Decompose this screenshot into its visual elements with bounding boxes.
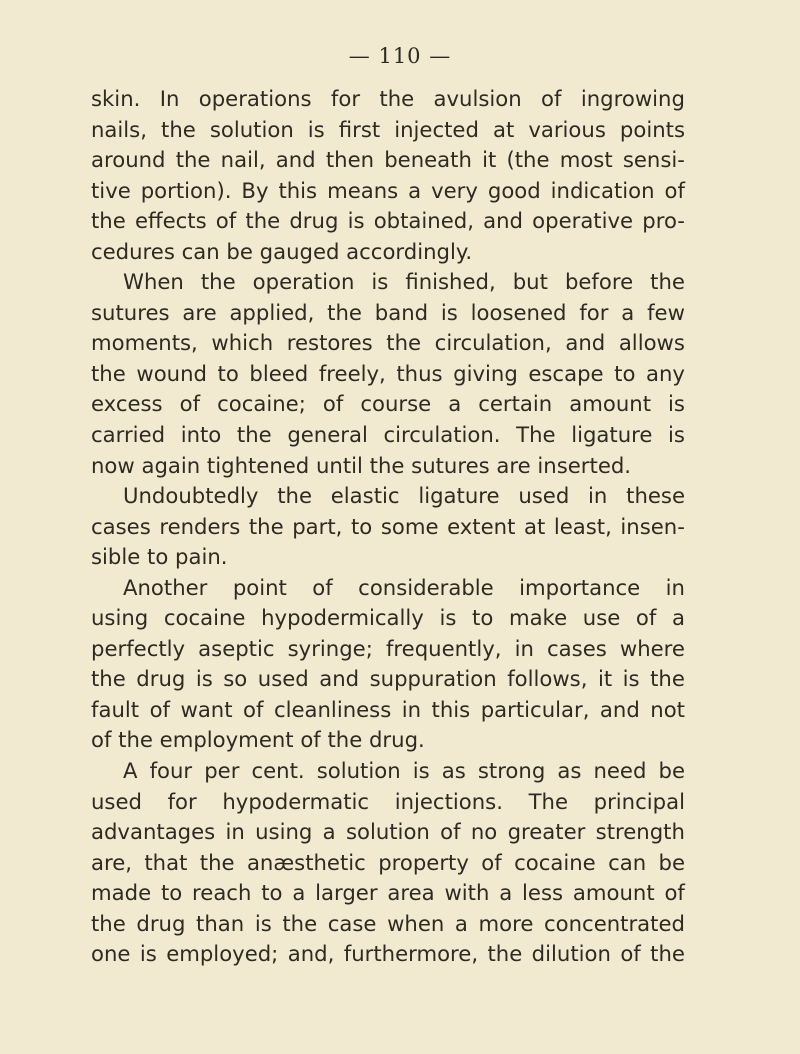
text-line: cedures can be gauged accordingly. bbox=[91, 238, 473, 264]
text-line: using cocaine hypodermically is to make use of a bbox=[91, 605, 685, 631]
text-line: now again tightened until the sutures are inserted. bbox=[91, 452, 632, 478]
text-line: are, that the anæsthetic property of cocaine can be bbox=[91, 849, 685, 875]
body-text bbox=[91, 84, 685, 970]
text-line: Undoubtedly the elastic ligature used in these bbox=[123, 483, 685, 509]
text-line: excess of cocaine; of course a certain amount is bbox=[91, 391, 685, 417]
text-line: one is employed; and, furthermore, the dilution of the bbox=[91, 941, 685, 967]
text-line: made to reach to a larger area with a less amount of bbox=[91, 880, 685, 906]
text-line: the drug than is the case when a more concentrated bbox=[91, 910, 685, 936]
text-line: the wound to bleed freely, thus giving escape to any bbox=[91, 360, 685, 386]
text-line: tive portion). By this means a very good indication of bbox=[91, 177, 685, 203]
text-line: sible to pain. bbox=[91, 544, 228, 570]
text-line: sutures are applied, the band is loosened for a few bbox=[91, 299, 685, 325]
text-line: A four per cent. solution is as strong as need be bbox=[123, 758, 685, 784]
text-line: nails, the solution is first injected at various points bbox=[91, 116, 685, 142]
text-line: cases renders the part, to some extent at least, insen- bbox=[91, 513, 685, 539]
text-line: carried into the general circulation. The ligature is bbox=[91, 422, 685, 448]
text-line: skin. In operations for the avulsion of ingrowing bbox=[91, 86, 685, 111]
text-line: When the operation is finished, but before the bbox=[123, 269, 685, 295]
text-line: moments, which restores the circulation, and allows bbox=[91, 330, 685, 356]
text-line: the drug is so used and suppuration follows, it is the bbox=[91, 666, 685, 692]
text-line: of the employment of the drug. bbox=[91, 727, 425, 753]
page-number-header: — 110 — bbox=[348, 44, 452, 68]
text-line: advantages in using a solution of no greater strength bbox=[91, 819, 685, 845]
text-line: Another point of considerable importance in bbox=[123, 574, 685, 600]
text-line: the effects of the drug is obtained, and operative pro- bbox=[91, 208, 685, 234]
text-line: used for hypodermatic injections. The principal bbox=[91, 788, 685, 814]
text-line: around the nail, and then beneath it (the most sensi- bbox=[91, 147, 685, 173]
text-line: perfectly aseptic syringe; frequently, in cases where bbox=[91, 635, 685, 661]
text-line: fault of want of cleanliness in this particular, and not bbox=[91, 696, 685, 722]
